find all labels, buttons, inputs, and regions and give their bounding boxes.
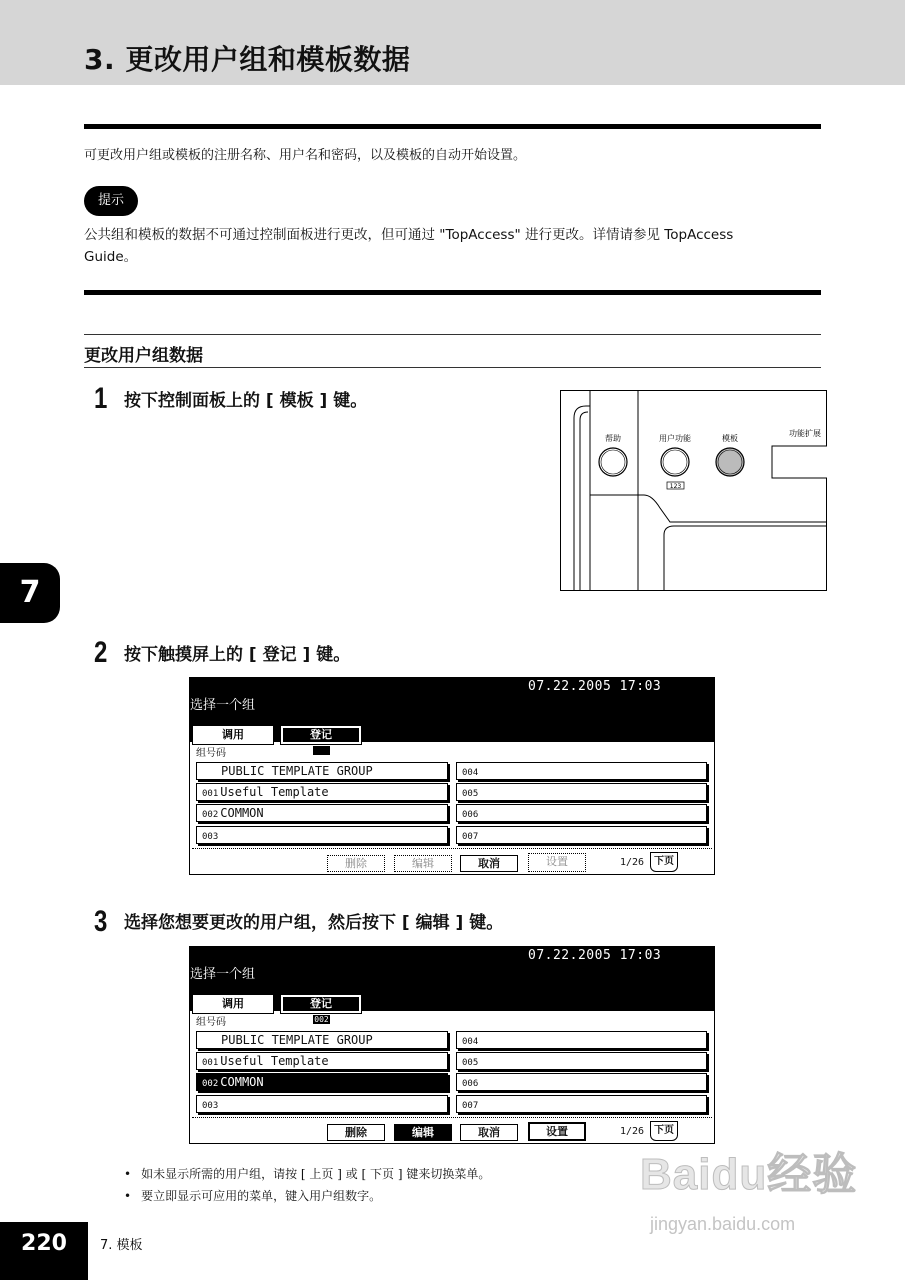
edit-button[interactable]: 编辑 xyxy=(394,855,452,872)
control-panel-illustration xyxy=(560,390,827,591)
step-text: 按下触摸屏上的 [ 登记 ] 键。 xyxy=(124,645,351,665)
page-count: 1/26 xyxy=(620,857,645,868)
cancel-button[interactable]: 取消 xyxy=(460,855,518,872)
touch-screen-1 xyxy=(189,677,715,875)
next-page-button[interactable]: 下页 xyxy=(650,852,678,872)
group-cell[interactable]: 001 Useful Template xyxy=(196,783,448,801)
tab-register[interactable]: 登记 xyxy=(281,726,361,744)
tab-use[interactable]: 调用 xyxy=(193,726,273,744)
group-cell-selected[interactable]: 002 COMMON xyxy=(196,1073,448,1091)
group-code-label: 组号码 xyxy=(196,1017,226,1028)
note-item: • 如未显示所需的用户组，请按 [ 上页 ] 或 [ 下页 ] 键来切换菜单。 xyxy=(124,1163,490,1185)
step-number: 2 xyxy=(94,636,108,669)
watermark-logo: Baidu经验 xyxy=(640,1150,858,1199)
group-cell[interactable]: 006 xyxy=(456,1073,707,1091)
step-number: 3 xyxy=(94,905,108,938)
cancel-button[interactable]: 取消 xyxy=(460,1124,518,1141)
group-cell[interactable]: 005 xyxy=(456,783,707,801)
settings-button[interactable]: 设置 xyxy=(528,853,586,872)
watermark-url: jingyan.baidu.com xyxy=(650,1214,796,1234)
group-cell[interactable]: 007 xyxy=(456,1095,707,1113)
section-heading: 更改用户组数据 xyxy=(84,346,203,366)
user-functions-badge: 123 xyxy=(669,483,682,490)
user-functions-key xyxy=(661,448,689,476)
group-cell[interactable]: 006 xyxy=(456,804,707,822)
group-code-value: 002 xyxy=(314,1015,329,1024)
divider xyxy=(84,367,821,368)
tab-use[interactable]: 调用 xyxy=(193,995,273,1013)
delete-button[interactable]: 删除 xyxy=(327,855,385,872)
step-text: 按下控制面板上的 [ 模板 ] 键。 xyxy=(124,391,368,411)
group-cell[interactable]: 007 xyxy=(456,826,707,844)
settings-button[interactable]: 设置 xyxy=(528,1122,586,1141)
next-page-button[interactable]: 下页 xyxy=(650,1121,678,1141)
page-number: 220 xyxy=(0,1222,88,1280)
edit-button[interactable]: 编辑 xyxy=(394,1124,452,1141)
footer-label: 7. 模板 xyxy=(100,1238,143,1253)
group-cell[interactable]: 001 Useful Template xyxy=(196,1052,448,1070)
step-number: 1 xyxy=(94,382,108,415)
user-functions-key-label: 用户功能 xyxy=(659,434,691,443)
group-cell[interactable]: 004 xyxy=(456,1031,707,1049)
template-key-label: 模板 xyxy=(722,434,738,443)
extension-key-label: 功能扩展 xyxy=(789,429,821,438)
group-cell[interactable]: 005 xyxy=(456,1052,707,1070)
note-item: • 要立即显示可应用的菜单，键入用户组数字。 xyxy=(124,1185,490,1207)
group-cell[interactable]: 002 COMMON xyxy=(196,804,448,822)
step-text: 选择您想要更改的用户组，然后按下 [ 编辑 ] 键。 xyxy=(124,913,504,933)
group-code-value xyxy=(313,746,330,755)
group-cell[interactable]: PUBLIC TEMPLATE GROUP xyxy=(196,762,448,780)
chapter-tab: 7 xyxy=(0,563,60,623)
group-cell[interactable]: 003 xyxy=(196,1095,448,1113)
page-count: 1/26 xyxy=(620,1126,645,1137)
group-cell[interactable]: PUBLIC TEMPLATE GROUP xyxy=(196,1031,448,1049)
divider xyxy=(84,334,821,335)
group-cell[interactable]: 003 xyxy=(196,826,448,844)
page-title: 3. 更改用户组和模板数据 xyxy=(84,43,411,76)
divider xyxy=(84,290,821,295)
prompt-text: 选择一个组 xyxy=(190,698,256,713)
extension-key xyxy=(772,446,827,478)
hint-text: 公共组和模板的数据不可通过控制面板进行更改，但可通过 "TopAccess" 进行更改。详情请参见 TopAccess Guide。 xyxy=(84,227,734,265)
watermark xyxy=(640,1138,880,1248)
tab-register[interactable]: 登记 xyxy=(281,995,361,1013)
help-key xyxy=(599,448,627,476)
group-cell[interactable]: 004 xyxy=(456,762,707,780)
prompt-text: 选择一个组 xyxy=(190,967,256,982)
notes-list xyxy=(124,1163,490,1207)
delete-button[interactable]: 删除 xyxy=(327,1124,385,1141)
hint-badge: 提示 xyxy=(84,186,138,216)
datetime: 07.22.2005 17:03 xyxy=(528,948,662,963)
divider xyxy=(192,848,712,849)
divider xyxy=(192,1117,712,1118)
help-key-label: 帮助 xyxy=(605,434,621,443)
template-key xyxy=(716,448,744,476)
intro-text: 可更改用户组或模板的注册名称、用户名和密码，以及模板的自动开始设置。 xyxy=(84,148,527,163)
group-code-label: 组号码 xyxy=(196,748,226,759)
datetime: 07.22.2005 17:03 xyxy=(528,679,662,694)
touch-screen-2 xyxy=(189,946,715,1144)
divider xyxy=(84,124,821,129)
